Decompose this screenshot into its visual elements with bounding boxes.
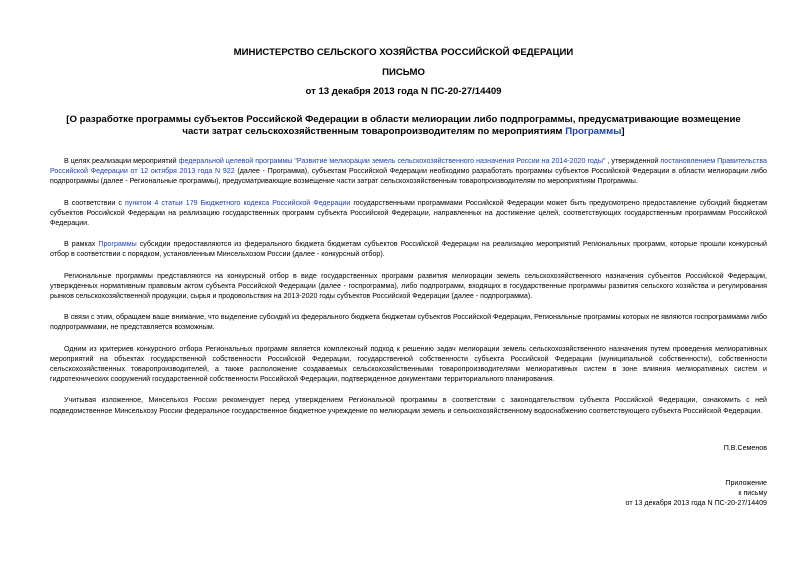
- appendix-block: [626, 478, 767, 508]
- paragraph-6: Одним из критериев конкурсного отбора Региональных программ является комплексный подход к решению задач мелиорации земель сельскохозяйственного назначения путем проведения мелиоративных мероприятий на объектах государственной собственности Российской Федерации, государственной собственности субъекта Российской Федерации (муниципальной собственности), собственности сельскохозяйственных товаропроизводителей, а также расположение создаваемых сельскохозяйственными товаропроизводителями мелиоративных систем в зоне влияния мелиоративных систем и гидротехнических сооружений государственной собственности Российской Федерации, подтвержденное документами территориального планирования.: [50, 344, 767, 384]
- paragraph-text: субсидии предоставляются из федерального бюджета бюджетам субъектов Российской Федерации на реализацию мероприятий Региональных программ, которые прошли конкурсный отбор в соответствии с порядком, установленным Минсельхозом России (далее - конкурсный отбор).: [50, 240, 767, 259]
- signature: П.В.Семенов: [723, 444, 767, 452]
- paragraph-text: , утвержденной: [605, 157, 661, 165]
- ministry-heading: МИНИСТЕРСТВО СЕЛЬСКОГО ХОЗЯЙСТВА РОССИЙСКОЙ ФЕДЕРАЦИИ: [233, 47, 574, 58]
- paragraph-text: государственными программами Российской Федерации может быть предусмотрено предоставление субсидий бюджетам субъектов Российской Федерации на реализацию государственных программ субъекта Российской Федерации, направленных на достижение целей, соответствующих государственным программам Российской Федерации.: [50, 198, 768, 228]
- government-decree-link[interactable]: постановлением Правительства Российской Федерации от 12 октября 2013 года N 922: [50, 157, 767, 176]
- title-text: [О разработке программы субъектов Российской Федерации в области мелиорации либо подпрограммы, предусматривающие возмещение части затрат сельскохозяйственным товаропроизводителям по мероприятиям: [66, 114, 741, 137]
- paragraph-1: [50, 156, 767, 187]
- appendix-line: от 13 декабря 2013 года N ПС-20-27/14409: [625, 499, 767, 507]
- document-body: [50, 156, 767, 427]
- appendix-line: к письму: [738, 489, 767, 497]
- paragraph-text: (далее - Программа), субъектам Российской Федерации необходимо разработать программы субъектов Российской Федерации в области мелиорации либо подпрограммы (далее - Региональные программы), предусматривающие возмещение части затрат сельскохозяйственным товаропроизводителям по мероприятиям Программы.: [50, 167, 767, 186]
- paragraph-text: В рамках: [64, 240, 99, 249]
- paragraph-7: Учитывая изложенное, Минсельхоз России рекомендует перед утверждением Региональной программы в соответствии с законодательством субъекта Российской Федерации, ознакомить с ней подведомственное Минсельхозу России федеральное государственное бюджетное учреждение по мелиорации земель и сельскохозяйственному водоснабжению соответствующего субъекта Российской Федерации.: [50, 396, 767, 415]
- document-title: [60, 114, 747, 138]
- paragraph-3: [50, 239, 767, 259]
- paragraph-text: В целях реализации мероприятий: [64, 157, 179, 165]
- appendix-line: Приложение: [725, 479, 767, 487]
- paragraph-text: В соответствии с: [64, 198, 125, 207]
- title-suffix: ]: [621, 126, 625, 137]
- document-date: от 13 декабря 2013 года N ПС-20-27/14409: [305, 86, 502, 97]
- title-program-link[interactable]: Программы: [565, 126, 622, 137]
- paragraph-4: Региональные программы представляются на конкурсный отбор в виде государственных программ развития мелиорации земель сельскохозяйственного назначения субъектов Российской Федерации, утвержденных нормативным правовым актом субъекта Российской Федерации (далее - госпрограмма), либо подпрограмм, входящих в государственные программы развития сельского хозяйства и регулирования рынков сельскохозяйственной продукции, сырья и продовольствия на 2013-2020 годы субъектов Российской Федерации (далее - подпрограмма).: [50, 271, 767, 301]
- budget-code-link[interactable]: пунктом 4 статьи 179 Бюджетного кодекса Российской Федерации: [124, 198, 351, 207]
- paragraph-2: [50, 198, 767, 229]
- federal-program-link[interactable]: федеральной целевой программы "Развитие мелиорации земель сельскохозяйственного назначения России на 2014-2020 годы": [178, 157, 606, 165]
- program-link[interactable]: Программы: [98, 240, 137, 249]
- paragraph-5: В связи с этим, обращаем ваше внимание, что выделение субсидий из федерального бюджета бюджетам субъектов Российской Федерации, Региональные программы которых не являются госпрограммами либо подпрограммами, не представляется возможным.: [50, 313, 767, 332]
- document-type: ПИСЬМО: [382, 67, 425, 78]
